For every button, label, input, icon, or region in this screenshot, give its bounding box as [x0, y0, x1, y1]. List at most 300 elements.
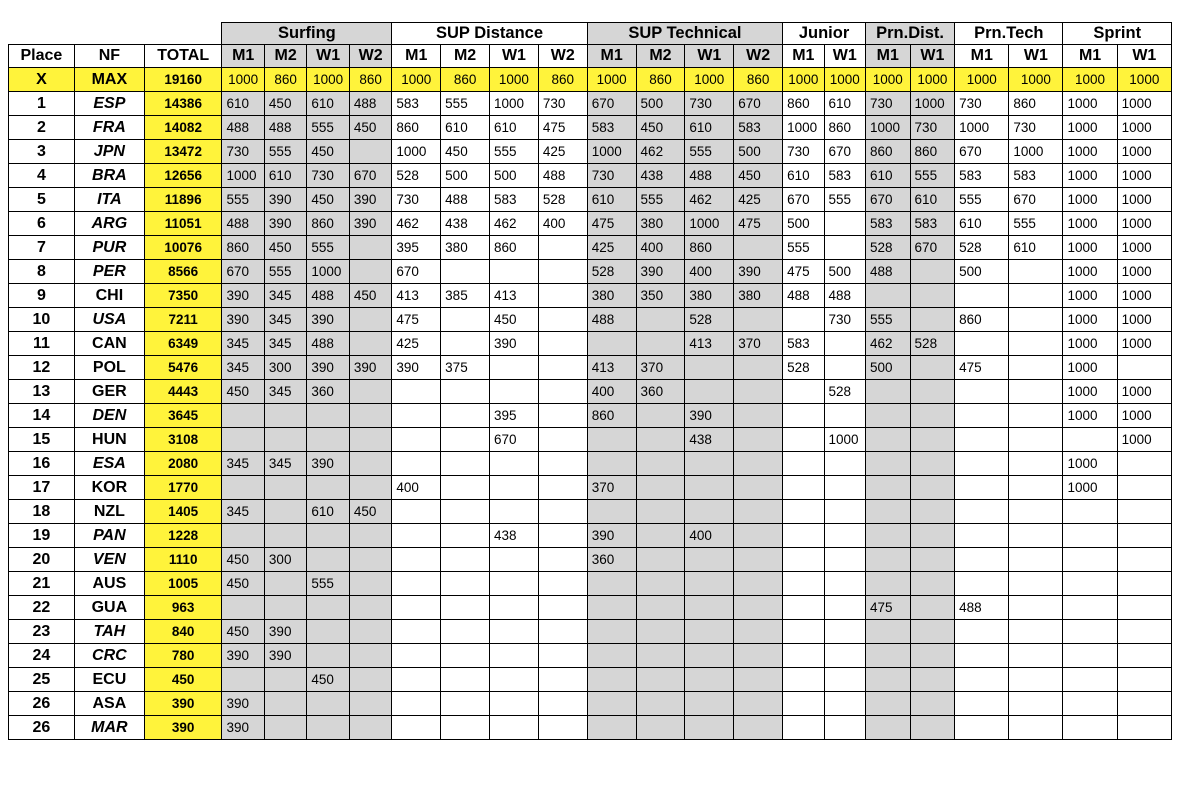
score-cell: 1000 — [1117, 332, 1171, 356]
score-cell — [441, 332, 490, 356]
score-cell: 555 — [685, 140, 734, 164]
total-cell: 2080 — [144, 452, 222, 476]
score-cell — [307, 644, 349, 668]
score-cell: 860 — [910, 140, 955, 164]
nf-cell: ESP — [74, 92, 144, 116]
score-cell — [222, 524, 264, 548]
table-row — [9, 404, 1172, 428]
score-cell: 1000 — [1063, 380, 1117, 404]
score-cell — [734, 452, 783, 476]
score-cell: 1000 — [392, 68, 441, 92]
score-cell — [824, 572, 865, 596]
nf-cell: PUR — [74, 236, 144, 260]
table-row — [9, 548, 1172, 572]
score-cell — [1063, 716, 1117, 740]
score-cell — [538, 716, 587, 740]
place-cell: 15 — [9, 428, 75, 452]
column-header: W1 — [685, 45, 734, 68]
score-cell: 555 — [264, 260, 306, 284]
score-cell — [441, 428, 490, 452]
score-cell — [734, 668, 783, 692]
score-cell — [441, 596, 490, 620]
score-cell — [538, 308, 587, 332]
score-cell — [587, 596, 636, 620]
table-row — [9, 188, 1172, 212]
place-cell: 4 — [9, 164, 75, 188]
score-cell — [538, 404, 587, 428]
score-cell — [734, 572, 783, 596]
score-cell: 475 — [392, 308, 441, 332]
score-cell: 610 — [222, 92, 264, 116]
score-cell — [1009, 332, 1063, 356]
score-cell — [685, 380, 734, 404]
group-header: SUP Technical — [587, 23, 782, 45]
score-cell: 555 — [307, 572, 349, 596]
table-row — [9, 524, 1172, 548]
score-cell: 583 — [824, 164, 865, 188]
score-cell: 670 — [587, 92, 636, 116]
score-cell — [734, 428, 783, 452]
score-cell — [734, 404, 783, 428]
table-row — [9, 356, 1172, 380]
score-cell — [955, 668, 1009, 692]
score-cell — [1117, 668, 1171, 692]
nf-cell: POL — [74, 356, 144, 380]
column-header: M2 — [636, 45, 685, 68]
score-cell: 395 — [392, 236, 441, 260]
score-cell: 500 — [824, 260, 865, 284]
score-cell: 860 — [955, 308, 1009, 332]
score-cell: 450 — [222, 572, 264, 596]
score-cell: 390 — [392, 356, 441, 380]
score-cell — [538, 572, 587, 596]
total-cell: 3645 — [144, 404, 222, 428]
score-cell: 610 — [824, 92, 865, 116]
score-cell: 1000 — [1117, 68, 1171, 92]
table-row — [9, 260, 1172, 284]
score-cell: 860 — [490, 236, 539, 260]
score-cell — [538, 476, 587, 500]
nf-cell: TAH — [74, 620, 144, 644]
score-cell: 450 — [264, 236, 306, 260]
score-cell: 462 — [636, 140, 685, 164]
score-cell — [1117, 500, 1171, 524]
score-cell — [349, 428, 391, 452]
score-cell: 583 — [783, 332, 824, 356]
score-cell — [349, 620, 391, 644]
score-cell — [264, 524, 306, 548]
score-cell — [490, 572, 539, 596]
standings-table — [8, 22, 1172, 740]
score-cell: 400 — [685, 260, 734, 284]
score-cell: 380 — [685, 284, 734, 308]
score-cell: 488 — [865, 260, 910, 284]
score-cell — [734, 308, 783, 332]
score-cell — [392, 428, 441, 452]
score-cell — [392, 452, 441, 476]
score-cell: 488 — [307, 284, 349, 308]
score-cell — [490, 596, 539, 620]
total-cell: 1770 — [144, 476, 222, 500]
score-cell — [1063, 644, 1117, 668]
score-cell — [955, 644, 1009, 668]
nf-cell: ITA — [74, 188, 144, 212]
column-header: M1 — [955, 45, 1009, 68]
place-cell: 20 — [9, 548, 75, 572]
score-cell — [910, 692, 955, 716]
score-cell: 475 — [955, 356, 1009, 380]
score-cell — [349, 668, 391, 692]
column-header: M1 — [783, 45, 824, 68]
score-cell — [307, 596, 349, 620]
score-cell — [865, 644, 910, 668]
score-cell — [1063, 596, 1117, 620]
score-cell: 400 — [685, 524, 734, 548]
score-cell: 1000 — [1117, 236, 1171, 260]
score-cell — [783, 428, 824, 452]
score-cell: 1000 — [1117, 284, 1171, 308]
score-cell: 1000 — [1117, 140, 1171, 164]
score-cell: 730 — [307, 164, 349, 188]
score-cell: 475 — [587, 212, 636, 236]
score-cell — [538, 380, 587, 404]
score-cell: 583 — [955, 164, 1009, 188]
score-cell — [1117, 572, 1171, 596]
column-header: M1 — [392, 45, 441, 68]
score-cell: 500 — [865, 356, 910, 380]
score-cell: 730 — [587, 164, 636, 188]
score-cell: 1000 — [307, 260, 349, 284]
score-cell — [264, 692, 306, 716]
score-cell: 345 — [222, 452, 264, 476]
score-cell — [490, 716, 539, 740]
table-row — [9, 116, 1172, 140]
score-cell — [910, 644, 955, 668]
score-cell: 375 — [441, 356, 490, 380]
score-cell — [955, 692, 1009, 716]
table-row — [9, 380, 1172, 404]
score-cell: 583 — [865, 212, 910, 236]
score-cell: 730 — [910, 116, 955, 140]
place-cell: 17 — [9, 476, 75, 500]
score-cell — [349, 572, 391, 596]
score-cell — [1117, 548, 1171, 572]
score-cell: 1000 — [1063, 356, 1117, 380]
table-row — [9, 164, 1172, 188]
score-cell: 1000 — [955, 68, 1009, 92]
score-cell — [824, 212, 865, 236]
score-cell — [307, 716, 349, 740]
score-cell — [955, 500, 1009, 524]
score-cell — [636, 476, 685, 500]
score-cell: 1000 — [1063, 260, 1117, 284]
total-cell: 5476 — [144, 356, 222, 380]
score-cell: 390 — [349, 188, 391, 212]
score-cell: 1000 — [222, 68, 264, 92]
score-cell — [538, 500, 587, 524]
nf-header: NF — [74, 45, 144, 68]
table-row — [9, 572, 1172, 596]
score-cell: 670 — [392, 260, 441, 284]
score-cell — [1117, 620, 1171, 644]
score-cell — [538, 644, 587, 668]
score-cell — [955, 404, 1009, 428]
score-cell: 390 — [222, 716, 264, 740]
score-cell: 860 — [783, 92, 824, 116]
total-cell: 14386 — [144, 92, 222, 116]
score-cell — [1009, 524, 1063, 548]
score-cell — [538, 284, 587, 308]
score-cell: 860 — [587, 404, 636, 428]
score-cell: 1000 — [910, 92, 955, 116]
score-cell — [734, 548, 783, 572]
group-header: Sprint — [1063, 23, 1172, 45]
nf-cell: ECU — [74, 668, 144, 692]
score-cell — [636, 524, 685, 548]
score-cell: 860 — [865, 140, 910, 164]
score-cell: 450 — [307, 188, 349, 212]
score-cell: 670 — [734, 92, 783, 116]
score-cell: 385 — [441, 284, 490, 308]
column-header: W1 — [910, 45, 955, 68]
score-cell — [783, 716, 824, 740]
score-cell — [910, 308, 955, 332]
score-cell: 488 — [222, 212, 264, 236]
score-cell: 1000 — [1063, 284, 1117, 308]
place-cell: 23 — [9, 620, 75, 644]
score-cell — [865, 620, 910, 644]
table-row — [9, 140, 1172, 164]
score-cell — [685, 692, 734, 716]
score-cell: 475 — [734, 212, 783, 236]
score-cell — [734, 476, 783, 500]
score-cell: 475 — [865, 596, 910, 620]
column-header: W2 — [349, 45, 391, 68]
score-cell: 1000 — [1117, 116, 1171, 140]
score-cell — [734, 380, 783, 404]
column-header: W1 — [1009, 45, 1063, 68]
score-cell — [685, 500, 734, 524]
score-cell — [1063, 428, 1117, 452]
score-cell: 1000 — [1063, 212, 1117, 236]
score-cell — [1117, 452, 1171, 476]
score-cell — [865, 572, 910, 596]
score-cell — [636, 572, 685, 596]
column-header-row — [9, 45, 1172, 68]
score-cell — [955, 620, 1009, 644]
score-cell — [824, 620, 865, 644]
score-cell: 555 — [783, 236, 824, 260]
score-cell: 528 — [685, 308, 734, 332]
score-cell — [685, 476, 734, 500]
score-cell: 860 — [392, 116, 441, 140]
score-cell: 425 — [734, 188, 783, 212]
score-cell — [783, 380, 824, 404]
score-cell: 450 — [490, 308, 539, 332]
score-cell — [349, 236, 391, 260]
score-cell — [1009, 620, 1063, 644]
score-cell — [910, 500, 955, 524]
score-cell: 345 — [222, 356, 264, 380]
score-cell — [587, 644, 636, 668]
score-cell — [392, 668, 441, 692]
group-header-row — [9, 23, 1172, 45]
score-cell — [1117, 524, 1171, 548]
score-cell — [392, 572, 441, 596]
score-cell: 860 — [1009, 92, 1063, 116]
score-cell: 1000 — [685, 68, 734, 92]
score-cell: 670 — [490, 428, 539, 452]
score-cell: 528 — [783, 356, 824, 380]
score-cell — [824, 476, 865, 500]
score-cell — [392, 596, 441, 620]
score-cell — [441, 668, 490, 692]
score-cell — [783, 596, 824, 620]
score-cell: 345 — [222, 500, 264, 524]
score-cell: 555 — [910, 164, 955, 188]
score-cell: 390 — [222, 692, 264, 716]
score-cell: 500 — [955, 260, 1009, 284]
table-row — [9, 692, 1172, 716]
score-cell: 413 — [685, 332, 734, 356]
place-cell: 14 — [9, 404, 75, 428]
score-cell — [636, 644, 685, 668]
max-row — [9, 68, 1172, 92]
score-cell: 450 — [307, 140, 349, 164]
score-cell: 610 — [685, 116, 734, 140]
score-cell — [955, 476, 1009, 500]
nf-cell: USA — [74, 308, 144, 332]
score-cell — [1009, 572, 1063, 596]
nf-cell: FRA — [74, 116, 144, 140]
score-cell: 345 — [264, 332, 306, 356]
score-cell — [824, 692, 865, 716]
score-cell — [783, 548, 824, 572]
score-cell — [734, 500, 783, 524]
score-cell: 1000 — [587, 140, 636, 164]
score-cell — [441, 452, 490, 476]
score-cell — [587, 452, 636, 476]
score-cell: 555 — [307, 236, 349, 260]
total-cell: 7350 — [144, 284, 222, 308]
place-cell: X — [9, 68, 75, 92]
table-row — [9, 668, 1172, 692]
score-cell: 860 — [734, 68, 783, 92]
nf-cell: KOR — [74, 476, 144, 500]
score-cell — [490, 620, 539, 644]
score-cell — [587, 428, 636, 452]
score-cell — [392, 524, 441, 548]
score-cell: 488 — [824, 284, 865, 308]
score-cell — [734, 596, 783, 620]
score-cell: 555 — [441, 92, 490, 116]
score-cell: 475 — [538, 116, 587, 140]
score-cell — [636, 620, 685, 644]
score-cell — [910, 548, 955, 572]
score-cell: 670 — [783, 188, 824, 212]
score-cell — [910, 380, 955, 404]
score-cell — [1117, 356, 1171, 380]
score-cell — [349, 596, 391, 620]
score-cell: 345 — [222, 332, 264, 356]
nf-cell: BRA — [74, 164, 144, 188]
score-cell: 390 — [349, 212, 391, 236]
score-cell — [636, 500, 685, 524]
score-cell: 528 — [824, 380, 865, 404]
score-cell: 610 — [1009, 236, 1063, 260]
score-cell: 450 — [349, 284, 391, 308]
score-cell — [392, 692, 441, 716]
score-cell — [349, 140, 391, 164]
score-cell — [685, 716, 734, 740]
score-cell: 400 — [392, 476, 441, 500]
score-cell — [1063, 548, 1117, 572]
nf-cell: HUN — [74, 428, 144, 452]
score-cell: 400 — [636, 236, 685, 260]
score-cell — [865, 548, 910, 572]
score-cell: 1000 — [1117, 404, 1171, 428]
score-cell: 390 — [685, 404, 734, 428]
total-cell: 780 — [144, 644, 222, 668]
score-cell — [910, 260, 955, 284]
score-cell — [636, 596, 685, 620]
score-cell — [910, 524, 955, 548]
score-cell: 1000 — [307, 68, 349, 92]
score-cell — [490, 548, 539, 572]
score-cell — [910, 572, 955, 596]
score-cell: 610 — [264, 164, 306, 188]
score-cell: 528 — [910, 332, 955, 356]
score-cell: 1000 — [783, 116, 824, 140]
score-cell — [955, 332, 1009, 356]
score-cell — [824, 668, 865, 692]
score-cell — [307, 404, 349, 428]
score-cell: 1000 — [1063, 236, 1117, 260]
score-cell — [636, 692, 685, 716]
score-cell — [1009, 404, 1063, 428]
score-cell: 555 — [490, 140, 539, 164]
score-cell: 670 — [910, 236, 955, 260]
score-cell — [685, 668, 734, 692]
column-header: W2 — [538, 45, 587, 68]
group-header: Junior — [783, 23, 866, 45]
score-cell — [490, 668, 539, 692]
score-cell — [955, 716, 1009, 740]
nf-cell: MAR — [74, 716, 144, 740]
score-cell: 528 — [865, 236, 910, 260]
score-cell — [538, 356, 587, 380]
score-cell: 555 — [955, 188, 1009, 212]
score-cell — [865, 692, 910, 716]
place-cell: 1 — [9, 92, 75, 116]
table-row — [9, 428, 1172, 452]
table-row — [9, 92, 1172, 116]
column-header: M2 — [441, 45, 490, 68]
score-cell: 1000 — [1117, 260, 1171, 284]
score-cell — [1009, 428, 1063, 452]
score-cell: 390 — [264, 644, 306, 668]
score-cell: 500 — [441, 164, 490, 188]
score-cell — [1009, 356, 1063, 380]
score-cell — [264, 404, 306, 428]
column-header: W1 — [1117, 45, 1171, 68]
score-cell — [636, 452, 685, 476]
score-cell — [734, 236, 783, 260]
score-cell — [783, 452, 824, 476]
place-cell: 9 — [9, 284, 75, 308]
score-cell — [734, 716, 783, 740]
score-cell: 610 — [910, 188, 955, 212]
